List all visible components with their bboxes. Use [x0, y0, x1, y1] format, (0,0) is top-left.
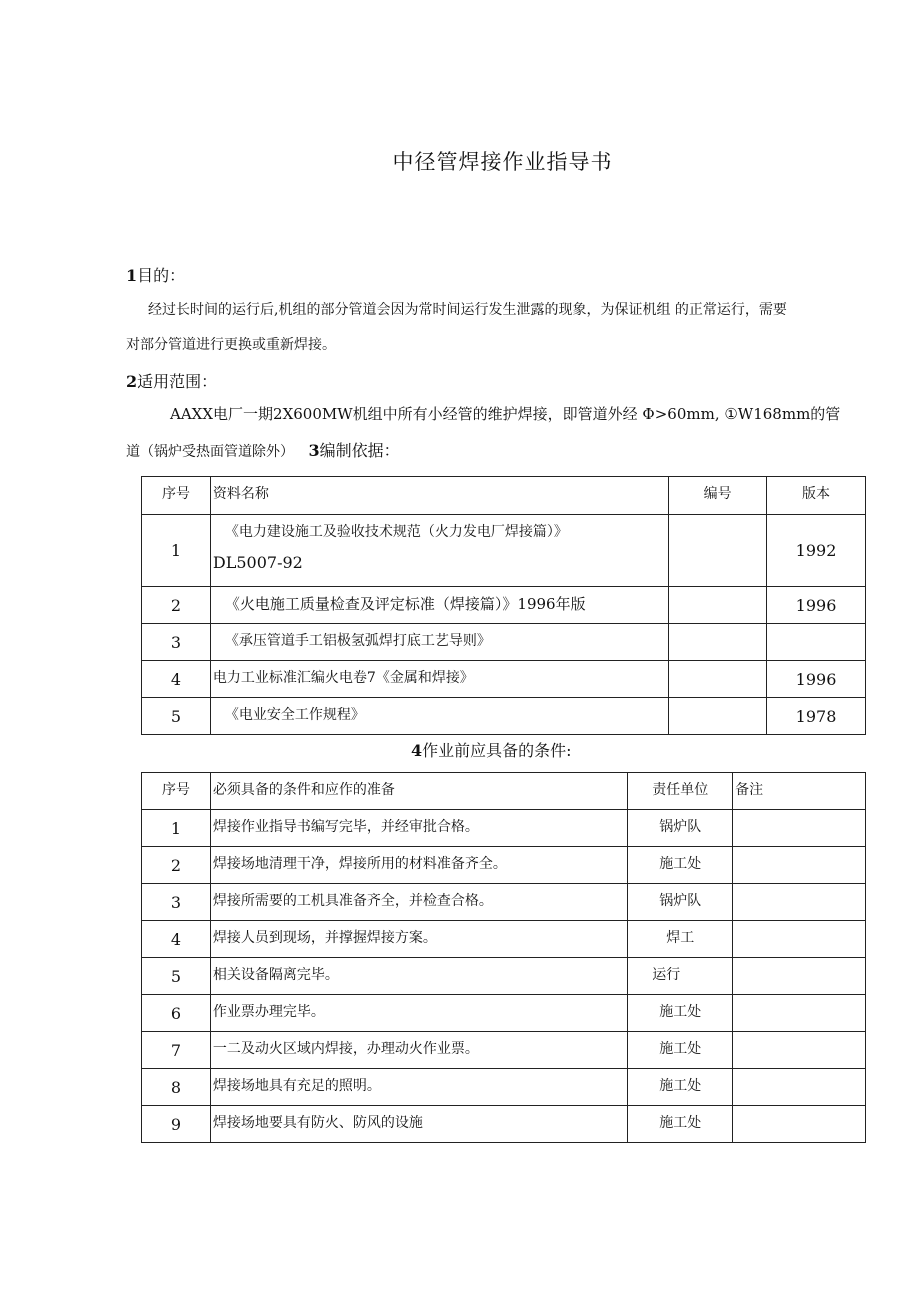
section-4-title: 作业前应具备的条件: — [422, 741, 572, 760]
row-condition: 焊接作业指导书编写完毕，并经审批合格。 — [210, 810, 627, 847]
table-row — [142, 1032, 866, 1069]
section-4-number: 4 — [411, 741, 423, 760]
header-version: 版本 — [767, 477, 866, 515]
table-row — [142, 624, 866, 661]
row-condition: 焊接场地要具有防火、防风的设施 — [210, 1106, 627, 1143]
section-1-number: 1 — [126, 266, 138, 285]
row-no: 2 — [142, 587, 211, 624]
row-code — [669, 515, 767, 587]
row-condition: 焊接场地清理干净，焊接所用的材料准备齐全。 — [210, 847, 627, 884]
row-version — [767, 624, 866, 661]
table-row — [142, 1106, 866, 1143]
row-unit: 锅炉队 — [628, 884, 733, 921]
row-name: 《火电施工质量检查及评定标准（焊接篇）》1996年版 — [210, 587, 668, 624]
row-no: 1 — [142, 810, 211, 847]
row-version: 1996 — [767, 587, 866, 624]
header-note: 备注 — [733, 773, 866, 810]
row-version: 1978 — [767, 698, 866, 735]
row-no: 2 — [142, 847, 211, 884]
row-unit: 施工处 — [628, 1106, 733, 1143]
row-no: 3 — [142, 624, 211, 661]
section-2-para-text: 道（锅炉受热面管道除外） — [126, 444, 294, 460]
row-no: 4 — [142, 921, 211, 958]
header-no: 序号 — [142, 477, 211, 515]
table-row — [142, 847, 866, 884]
row-no: 9 — [142, 1106, 211, 1143]
row-no: 4 — [142, 661, 211, 698]
header-name: 资料名称 — [210, 477, 668, 515]
table-row — [142, 661, 866, 698]
reference-table — [141, 476, 866, 735]
row-no: 6 — [142, 995, 211, 1032]
header-condition: 必须具备的条件和应作的准备 — [210, 773, 627, 810]
table-row — [142, 698, 866, 735]
table-row — [142, 921, 866, 958]
table-row — [142, 587, 866, 624]
row-note — [733, 1032, 866, 1069]
document-title: 中径管焊接作业指导书 — [392, 150, 613, 174]
row-unit: 运行 — [628, 958, 733, 995]
section-1-heading — [126, 263, 185, 286]
row-unit: 锅炉队 — [628, 810, 733, 847]
header-unit: 责任单位 — [628, 773, 733, 810]
row-note — [733, 847, 866, 884]
section-3-title: 编制依据： — [319, 441, 400, 460]
row-unit: 施工处 — [628, 847, 733, 884]
section-3-number: 3 — [308, 441, 320, 460]
row-unit: 焊工 — [628, 921, 733, 958]
row-name-line1: 《电力建设施工及验收技术规范（火力发电厂焊接篇）》 — [224, 524, 568, 540]
section-2-title: 适用范围： — [137, 372, 218, 391]
section-2-heading — [126, 369, 217, 392]
table-row — [142, 515, 866, 587]
section-2-para-line2 — [126, 441, 400, 462]
row-note — [733, 921, 866, 958]
row-note — [733, 958, 866, 995]
row-name — [210, 515, 668, 587]
table-row — [142, 1069, 866, 1106]
table-row — [142, 995, 866, 1032]
row-condition: 焊接场地具有充足的照明。 — [210, 1069, 627, 1106]
row-note — [733, 884, 866, 921]
row-note — [733, 1069, 866, 1106]
row-name: 电力工业标准汇编火电卷7《金属和焊接》 — [210, 661, 668, 698]
row-unit: 施工处 — [628, 1032, 733, 1069]
row-condition: 焊接所需要的工机具准备齐全，并检查合格。 — [210, 884, 627, 921]
row-note — [733, 995, 866, 1032]
conditions-table — [141, 772, 866, 1143]
row-name: 《承压管道手工铝极氢弧焊打底工艺导则》 — [210, 624, 668, 661]
row-note — [733, 1106, 866, 1143]
header-no: 序号 — [142, 773, 211, 810]
row-note — [733, 810, 866, 847]
table-header-row — [142, 773, 866, 810]
section-1-title: 目的： — [137, 266, 186, 285]
row-name-line2: DL5007-92 — [212, 553, 303, 572]
row-condition: 相关设备隔离完毕。 — [210, 958, 627, 995]
row-code — [669, 624, 767, 661]
row-code — [669, 587, 767, 624]
section-2-number: 2 — [126, 372, 138, 391]
row-unit: 施工处 — [628, 1069, 733, 1106]
row-condition: 作业票办理完毕。 — [210, 995, 627, 1032]
section-2-para-line1: AAXX电厂一期2X600MW机组中所有小经管的维护焊接，即管道外经 Φ>60mm, ①W168mm的管 — [170, 405, 841, 423]
table-row — [142, 958, 866, 995]
header-code: 编号 — [669, 477, 767, 515]
row-code — [669, 661, 767, 698]
section-4-heading — [411, 738, 572, 761]
section-1-para-line1: 经过长时间的运行后,机组的部分管道会因为常时间运行发生泄露的现象，为保证机组 的正常运行，需要 — [148, 302, 787, 318]
row-condition: 一二及动火区域内焊接，办理动火作业票。 — [210, 1032, 627, 1069]
row-no: 5 — [142, 698, 211, 735]
row-version: 1992 — [767, 515, 866, 587]
row-no: 3 — [142, 884, 211, 921]
row-condition: 焊接人员到现场，并撑握焊接方案。 — [210, 921, 627, 958]
row-unit: 施工处 — [628, 995, 733, 1032]
row-no: 5 — [142, 958, 211, 995]
table-row — [142, 810, 866, 847]
row-no: 8 — [142, 1069, 211, 1106]
table-row — [142, 884, 866, 921]
row-no: 7 — [142, 1032, 211, 1069]
row-version: 1996 — [767, 661, 866, 698]
row-code — [669, 698, 767, 735]
table-header-row — [142, 477, 866, 515]
section-1-para-line2: 对部分管道进行更换或重新焊接。 — [126, 337, 336, 353]
row-no: 1 — [142, 515, 211, 587]
row-name: 《电业安全工作规程》 — [210, 698, 668, 735]
